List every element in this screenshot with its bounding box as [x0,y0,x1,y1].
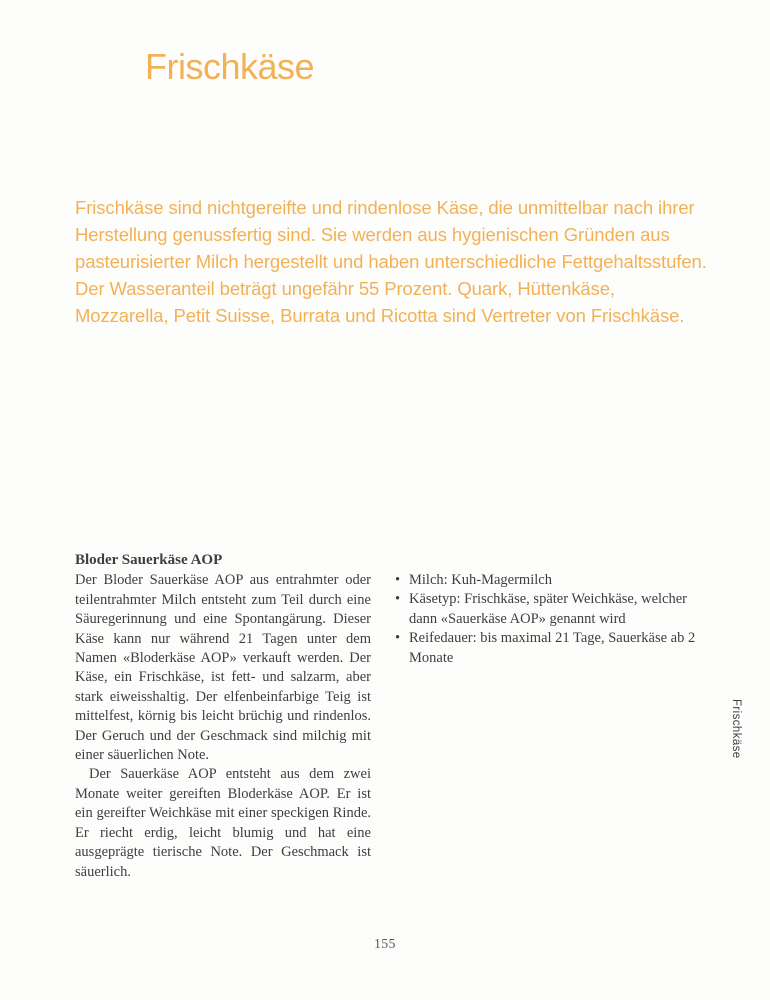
bullet-icon: • [395,590,401,607]
bullet-icon: • [395,629,401,646]
article-left-column [75,551,371,882]
page-number: 155 [374,936,396,951]
intro-paragraph: Frischkäse sind nichtgereifte und rindenlose Käse, die unmittelbar nach ihrer Herstellung genussfertig sind. Sie werden aus hygienischen Gründen aus pasteurisierter Milch hergestellt und haben unterschiedliche Fettgehaltsstufen. Der Wasseranteil beträgt ungefähr 55 Prozent. Quark, Hüttenkäse, Mozzarella, Petit Suisse, Burrata und Ricotta sind Vertreter von Frischkäse. [75,197,707,326]
facts-list [394,571,712,668]
article-body [75,571,371,882]
fact-text: Milch: Kuh-Magermilch [409,572,552,588]
article-heading: Bloder Sauerkäse AOP [75,552,223,568]
bullet-icon: • [395,571,401,588]
chapter-title: Frischkäse [145,46,315,87]
fact-item [394,590,712,629]
fact-item [394,571,712,590]
body-paragraph: Der Sauerkäse AOP entsteht aus dem zwei Monate weiter gereiften Bloderkäse AOP. Er ist ein gereifter Weichkäse mit einer speckigen Rinde. Er riecht erdig, leicht blumig und hat eine ausgeprägte tierische Note. Der Geschmack ist säuerlich. [75,766,371,880]
side-tab-label: Frischkäse [730,699,742,759]
fact-text: Reifedauer: bis maximal 21 Tage, Sauerkäse ab 2 Monate [409,630,696,666]
article-facts-column [394,571,712,668]
fact-text: Käsetyp: Frischkäse, später Weichkäse, welcher dann «Sauerkäse AOP» genannt wird [409,591,687,627]
body-paragraph: Der Bloder Sauerkäse AOP aus entrahmter oder teilentrahmter Milch entsteht zum Teil durch eine Säuregerinnung und eine Spontangärung. Dieser Käse kann nur während 21 Tagen unter dem Namen «Bloderkäse AOP» verkauft werden. Der Käse, ein Frischkäse, ist fett- und salzarm, aber stark eiweisshaltig. Der elfenbeinfarbige Teig ist mittelfest, körnig bis leicht brüchig und rindenlos. Der Geruch und der Geschmack sind milchig mit einer säuerlichen Note. [75,572,371,764]
fact-item [394,629,712,668]
